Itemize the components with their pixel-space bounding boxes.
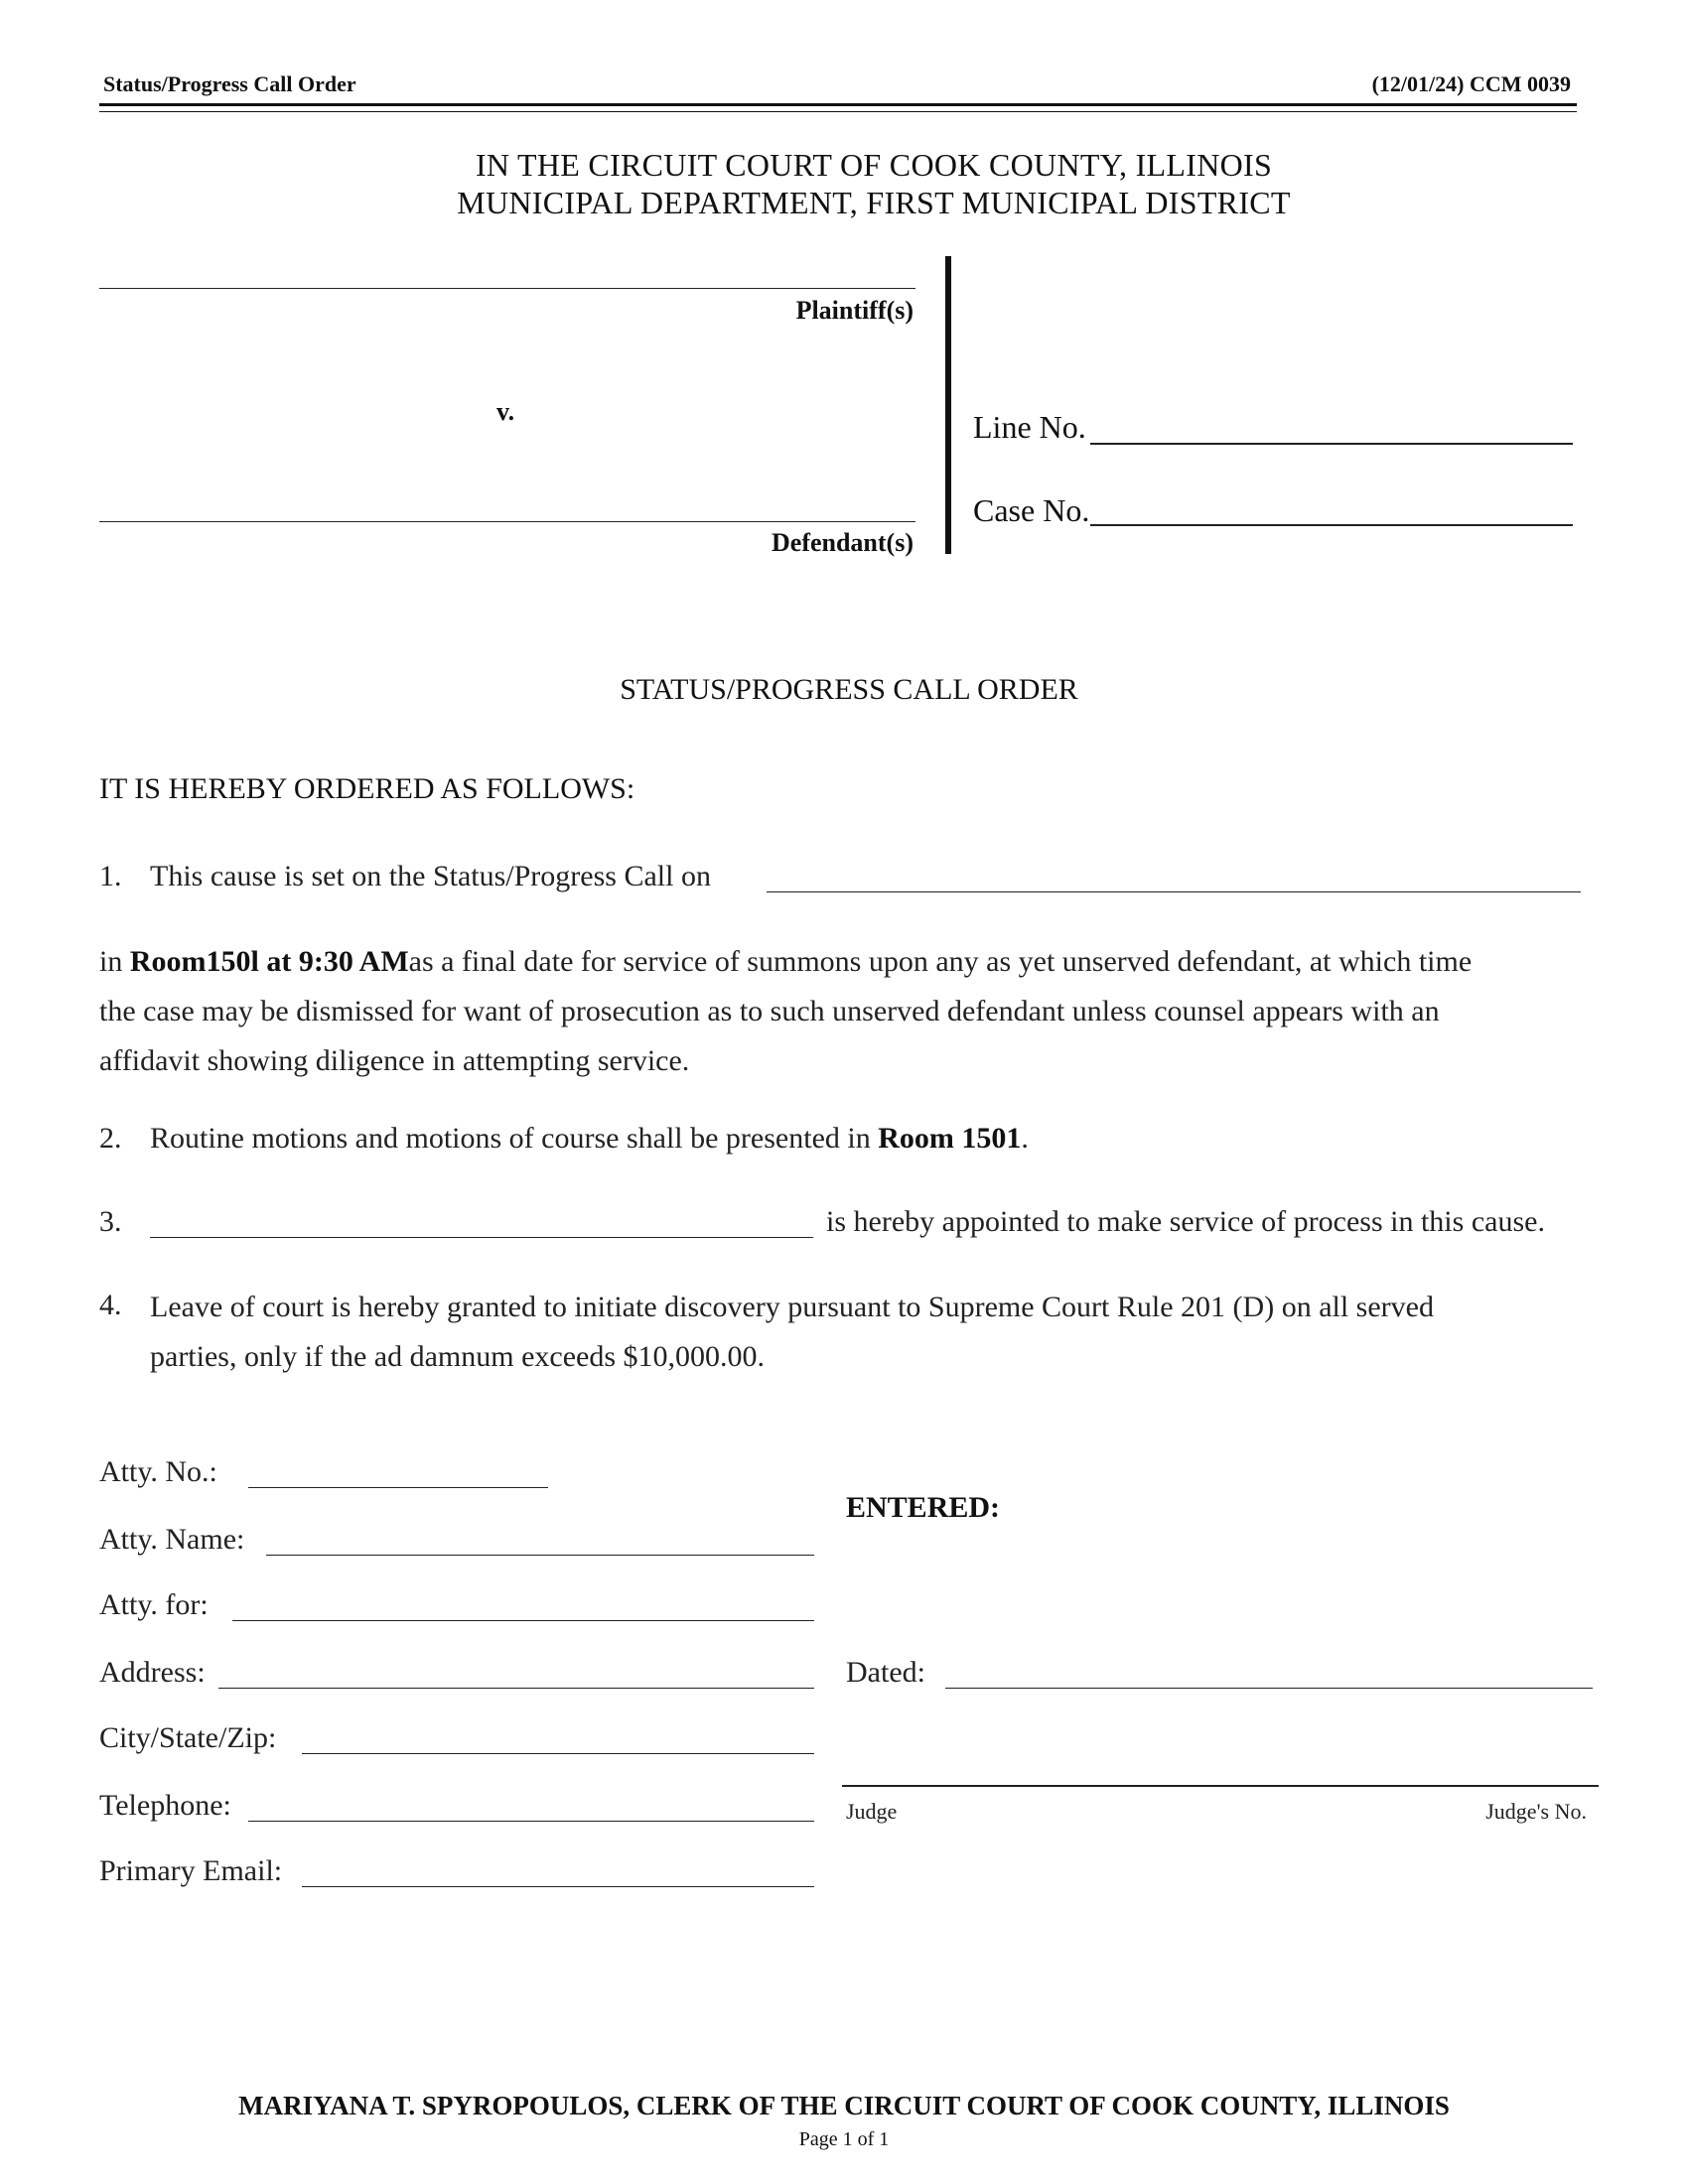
atty-name-field[interactable] xyxy=(266,1555,814,1556)
atty-no-field[interactable] xyxy=(248,1487,548,1488)
plaintiff-label: Plaintiff(s) xyxy=(795,296,914,325)
item-2-text xyxy=(150,1122,1029,1156)
versus-label: v. xyxy=(496,397,515,426)
court-department: MUNICIPAL DEPARTMENT, FIRST MUNICIPAL DISTRICT xyxy=(457,185,1291,220)
atty-for-field[interactable] xyxy=(232,1620,814,1621)
item-1-text: This cause is set on the Status/Progress Call on xyxy=(150,860,711,892)
item-2-end: . xyxy=(1021,1122,1029,1155)
header-rule-thin xyxy=(99,111,1577,112)
line-no-label: Line No. xyxy=(973,409,1086,445)
city-state-zip-label: City/State/Zip: xyxy=(99,1721,277,1754)
judge-signature-line[interactable] xyxy=(842,1785,1599,1787)
email-field[interactable] xyxy=(302,1886,814,1887)
atty-for-label: Atty. for: xyxy=(99,1588,209,1621)
clerk-footer: MARIYANA T. SPYROPOULOS, CLERK OF THE CIRCUIT COURT OF COOK COUNTY, ILLINOIS xyxy=(238,2091,1450,2120)
item-1-prefix: in xyxy=(99,945,130,978)
status-call-date-field[interactable] xyxy=(767,891,1581,892)
city-state-zip-field[interactable] xyxy=(302,1753,814,1754)
page-number: Page 1 of 1 xyxy=(798,2128,890,2150)
plaintiff-line[interactable] xyxy=(99,288,915,289)
court-name: IN THE CIRCUIT COURT OF COOK COUNTY, ILLINOIS xyxy=(475,147,1273,183)
judge-label: Judge xyxy=(846,1799,898,1824)
case-no-field[interactable] xyxy=(1090,524,1573,526)
document-title: STATUS/PROGRESS CALL ORDER xyxy=(620,673,1078,706)
email-label: Primary Email: xyxy=(99,1854,283,1887)
caption-divider xyxy=(945,256,951,554)
telephone-label: Telephone: xyxy=(99,1789,231,1822)
room-time: Room150l at 9:30 AM xyxy=(129,945,409,978)
item-4-line-1: Leave of court is hereby granted to initiate discovery pursuant to Supreme Court Rule 201 (D) on all served xyxy=(150,1291,1434,1323)
header-rule-thick xyxy=(99,103,1577,106)
entered-label: ENTERED: xyxy=(846,1491,1001,1524)
process-server-field[interactable] xyxy=(150,1237,813,1238)
item-2-main: Routine motions and motions of course shall be presented in xyxy=(150,1122,879,1155)
atty-no-label: Atty. No.: xyxy=(99,1455,217,1488)
defendant-label: Defendant(s) xyxy=(772,528,914,557)
address-label: Address: xyxy=(99,1656,206,1689)
telephone-field[interactable] xyxy=(248,1821,814,1822)
dated-field[interactable] xyxy=(945,1688,1593,1689)
case-no-label: Case No. xyxy=(973,492,1090,528)
form-code: (12/01/24) CCM 0039 xyxy=(1371,71,1571,96)
dated-label: Dated: xyxy=(846,1656,925,1689)
defendant-line[interactable] xyxy=(99,521,915,522)
item-1-continuation-line-2: the case may be dismissed for want of prosecution as to such unserved defendant unless counsel appears with an xyxy=(99,995,1440,1027)
item-4-line-2: parties, only if the ad damnum exceeds $10,000.00. xyxy=(150,1340,766,1373)
atty-name-label: Atty. Name: xyxy=(99,1523,245,1556)
line-no-field[interactable] xyxy=(1090,443,1573,445)
form-name: Status/Progress Call Order xyxy=(103,71,356,96)
item-3-number: 3. xyxy=(99,1205,122,1238)
ordered-heading: IT IS HEREBY ORDERED AS FOLLOWS: xyxy=(99,772,635,805)
item-1-number: 1. xyxy=(99,860,122,892)
room-number: Room 1501 xyxy=(878,1122,1022,1155)
item-2-number: 2. xyxy=(99,1122,122,1155)
item-3-text: is hereby appointed to make service of process in this cause. xyxy=(826,1205,1545,1238)
item-4-number: 4. xyxy=(99,1289,122,1321)
item-1-rest: as a final date for service of summons upon any as yet unserved defendant, at which time xyxy=(408,945,1473,978)
address-field[interactable] xyxy=(218,1688,814,1689)
item-1-continuation-line-3: affidavit showing diligence in attempting service. xyxy=(99,1044,690,1077)
item-1-continuation-line-1 xyxy=(99,937,1472,987)
judge-no-label: Judge's No. xyxy=(1485,1799,1587,1824)
